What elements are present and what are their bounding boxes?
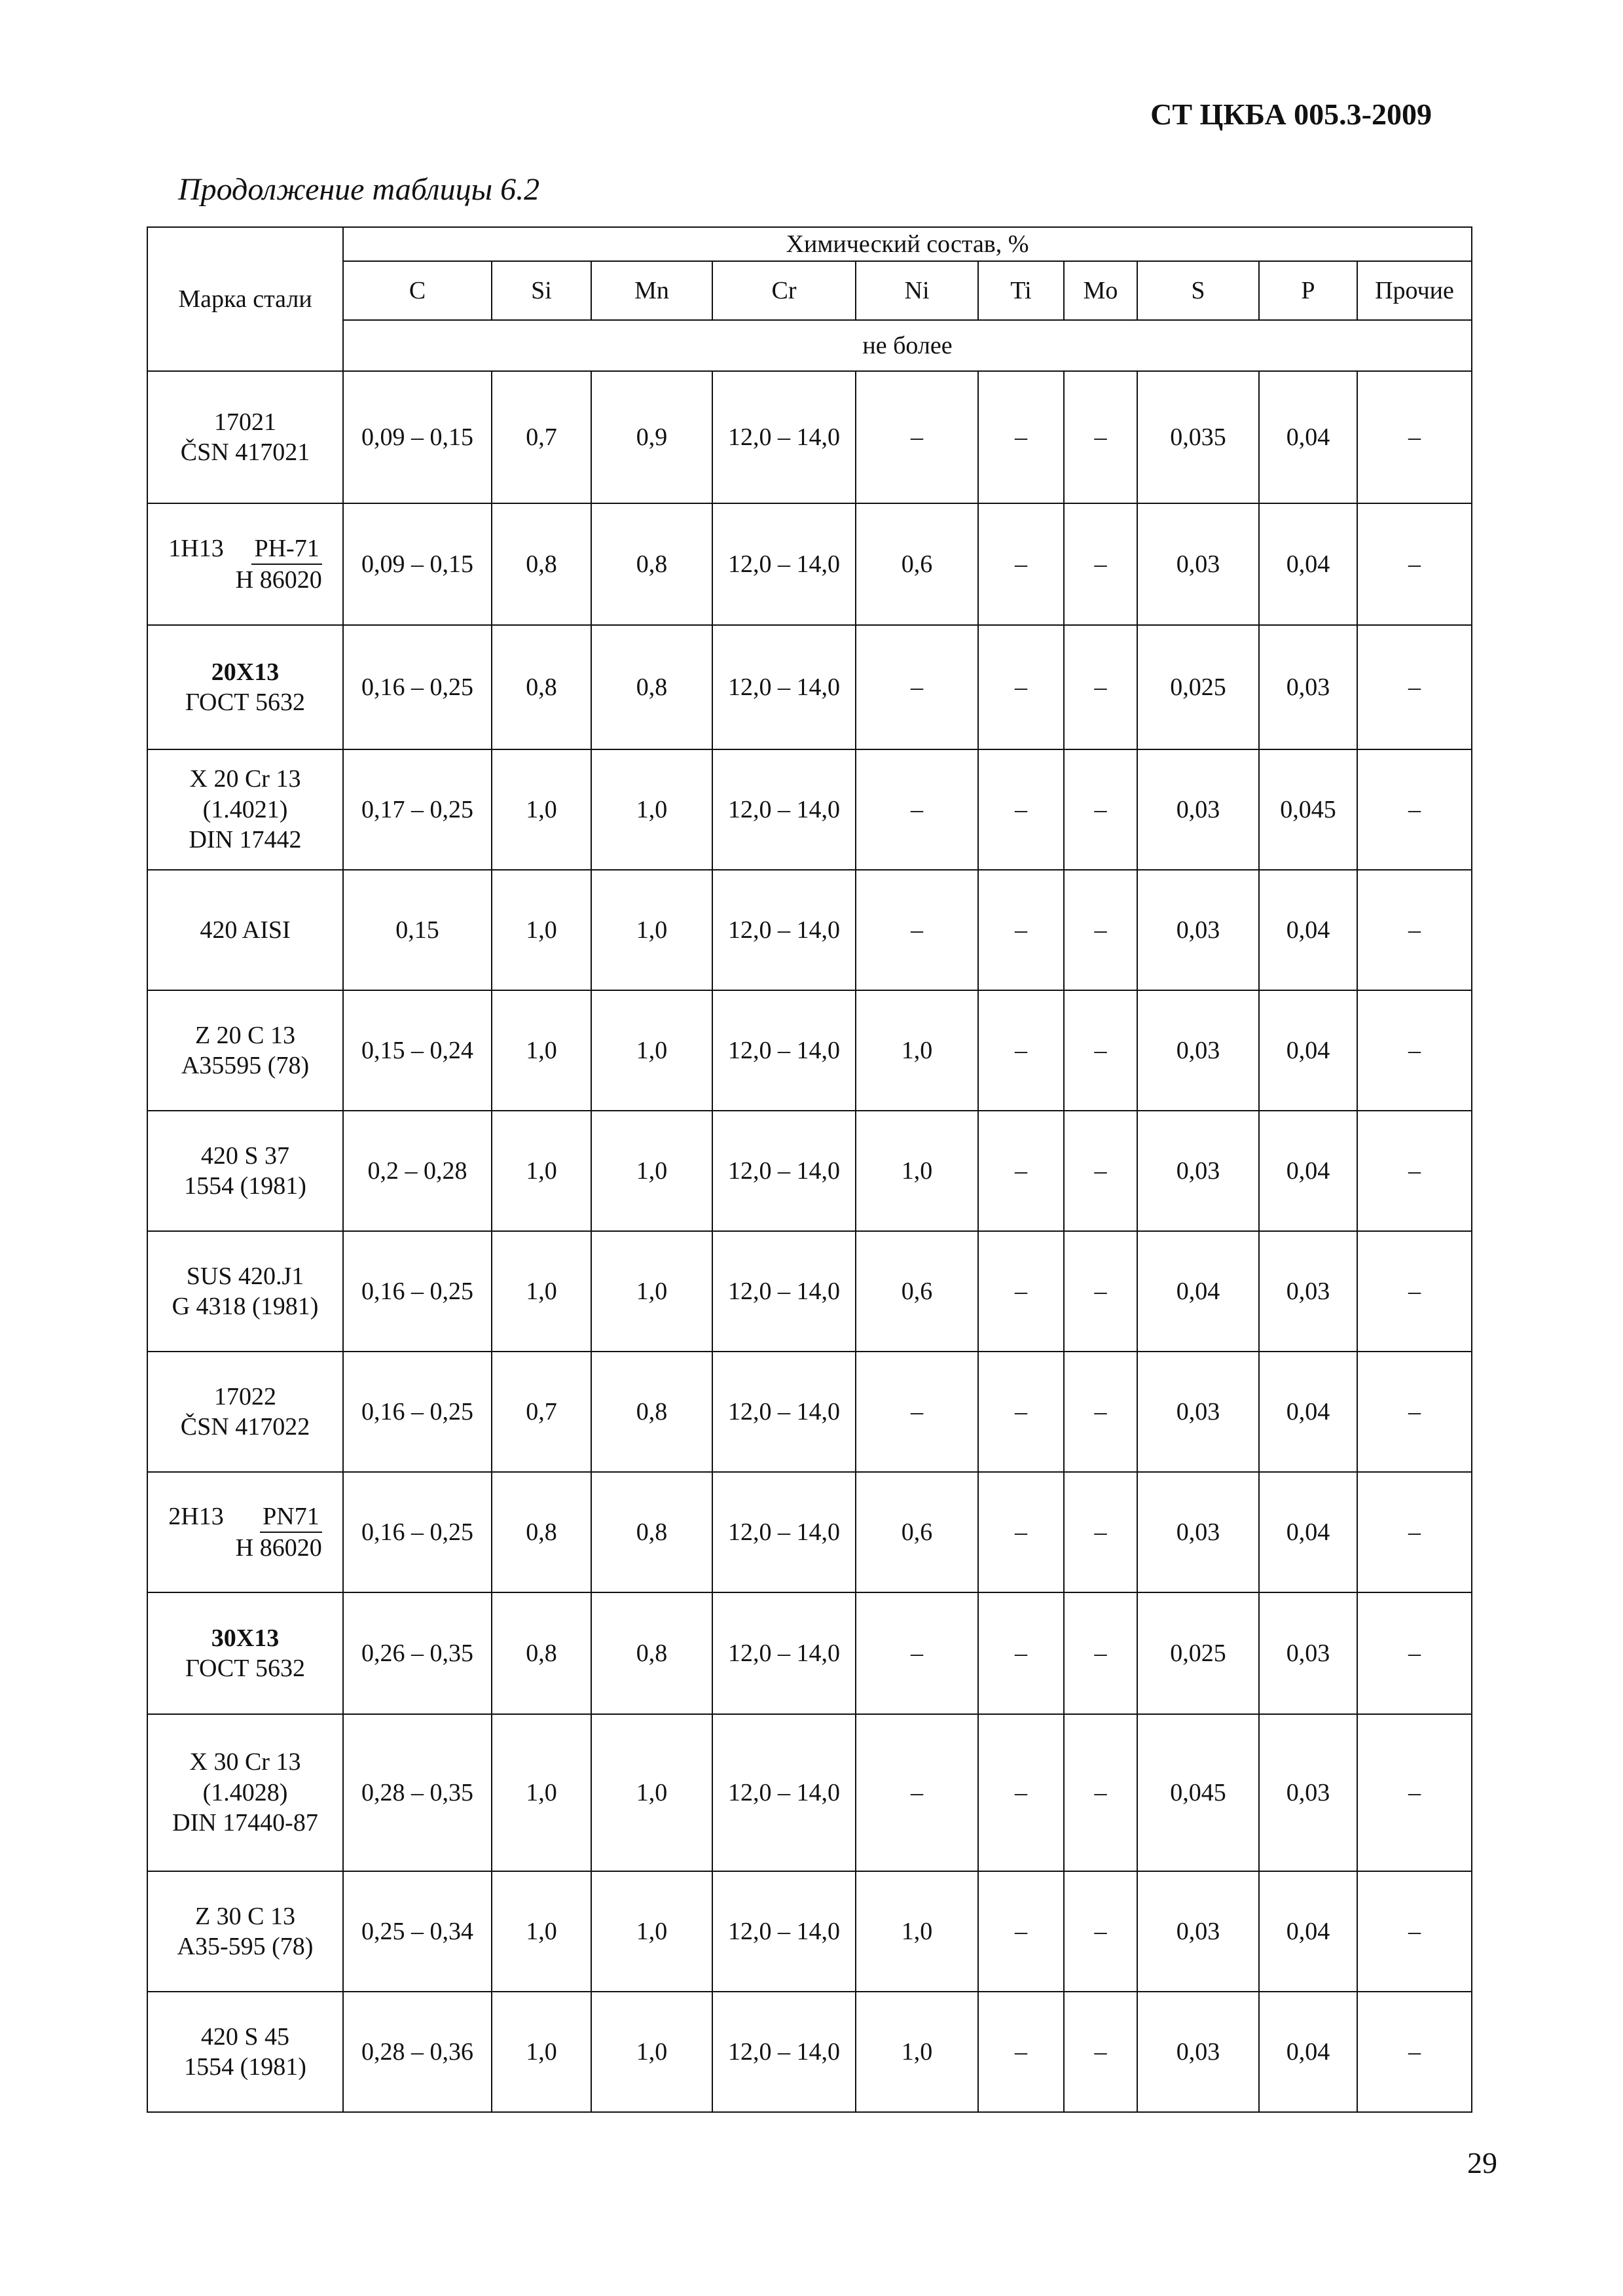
column-header: Прочие <box>1357 261 1472 320</box>
table-row <box>147 1231 1472 1352</box>
value-cell: 0,16 – 0,25 <box>343 1352 492 1472</box>
value-cell: 0,03 <box>1137 1352 1259 1472</box>
value-cell: 0,04 <box>1259 870 1357 990</box>
value-cell: – <box>1357 503 1472 625</box>
grade-line: Z 30 C 13 <box>194 1902 296 1930</box>
value-cell: 0,17 – 0,25 <box>343 749 492 870</box>
value-cell: – <box>856 1592 978 1714</box>
value-cell: – <box>1064 1111 1137 1231</box>
steel-grade-cell <box>147 1231 343 1352</box>
value-cell: – <box>1064 503 1137 625</box>
value-cell: – <box>1064 1352 1137 1472</box>
value-cell: 1,0 <box>492 870 591 990</box>
value-cell: – <box>1357 1111 1472 1231</box>
limit-note: не более <box>343 320 1472 371</box>
value-cell: 12,0 – 14,0 <box>712 870 856 990</box>
grade-line: A35-595 (78) <box>177 1933 314 1960</box>
value-cell: 1,0 <box>492 1714 591 1871</box>
value-cell: 1,0 <box>591 749 712 870</box>
grade-denominator: H 86020 <box>235 1534 322 1562</box>
value-cell: – <box>1357 1592 1472 1714</box>
grade-line: X 20 Cr 13 <box>189 765 301 793</box>
table-row <box>147 371 1472 503</box>
grade-line: 420 S 37 <box>200 1141 290 1170</box>
value-cell: 12,0 – 14,0 <box>712 1714 856 1871</box>
value-cell: 12,0 – 14,0 <box>712 1111 856 1231</box>
column-header: S <box>1137 261 1259 320</box>
value-cell: 1,0 <box>591 1231 712 1352</box>
value-cell: 0,035 <box>1137 371 1259 503</box>
grade-line: Z 20 C 13 <box>194 1021 296 1049</box>
value-cell: 0,03 <box>1137 1992 1259 2112</box>
value-cell: 0,04 <box>1137 1231 1259 1352</box>
value-cell: – <box>1064 1992 1137 2112</box>
value-cell: 0,03 <box>1137 1111 1259 1231</box>
grade-denominator: H 86020 <box>235 566 322 594</box>
value-cell: – <box>1064 1231 1137 1352</box>
value-cell: 0,03 <box>1259 1714 1357 1871</box>
value-cell: 0,8 <box>591 1592 712 1714</box>
value-cell: 0,8 <box>591 625 712 749</box>
value-cell: – <box>978 1992 1064 2112</box>
steel-grade-cell <box>147 990 343 1111</box>
column-header: Mo <box>1064 261 1137 320</box>
column-header: Si <box>492 261 591 320</box>
value-cell: 12,0 – 14,0 <box>712 1592 856 1714</box>
steel-grade-header: Марка стали <box>147 227 343 371</box>
column-header: Mn <box>591 261 712 320</box>
grade-line: (1.4028) <box>202 1778 288 1806</box>
value-cell: 0,16 – 0,25 <box>343 625 492 749</box>
grade-fraction <box>236 533 322 596</box>
grade-name-bold: 20Х13 <box>211 658 280 686</box>
grade-line: A35595 (78) <box>181 1052 310 1079</box>
steel-grade-cell <box>147 870 343 990</box>
value-cell: 0,03 <box>1259 625 1357 749</box>
value-cell: – <box>1357 625 1472 749</box>
value-cell: 1,0 <box>492 1231 591 1352</box>
value-cell: – <box>978 990 1064 1111</box>
value-cell: 0,26 – 0,35 <box>343 1592 492 1714</box>
value-cell: – <box>1064 625 1137 749</box>
value-cell: 1,0 <box>856 1871 978 1992</box>
table-row <box>147 1714 1472 1871</box>
grade-line: 1554 (1981) <box>184 2053 306 2081</box>
value-cell: 12,0 – 14,0 <box>712 1992 856 2112</box>
value-cell: 1,0 <box>492 990 591 1111</box>
value-cell: 0,8 <box>591 1352 712 1472</box>
value-cell: 0,8 <box>492 625 591 749</box>
value-cell: 1,0 <box>492 749 591 870</box>
steel-grade-cell <box>147 503 343 625</box>
value-cell: – <box>1357 990 1472 1111</box>
value-cell: 1,0 <box>591 1111 712 1231</box>
value-cell: – <box>1357 1714 1472 1871</box>
value-cell: 0,045 <box>1137 1714 1259 1871</box>
grade-name-bold: 30Х13 <box>211 1624 280 1652</box>
value-cell: 0,28 – 0,35 <box>343 1714 492 1871</box>
value-cell: – <box>1357 749 1472 870</box>
value-cell: – <box>1357 1871 1472 1992</box>
value-cell: – <box>978 749 1064 870</box>
value-cell: 1,0 <box>492 1111 591 1231</box>
value-cell: – <box>1064 371 1137 503</box>
value-cell: 0,6 <box>856 1472 978 1592</box>
table-row <box>147 1592 1472 1714</box>
grade-line: 17021 <box>214 408 276 436</box>
value-cell: – <box>978 1231 1064 1352</box>
value-cell: – <box>1064 1472 1137 1592</box>
value-cell: 12,0 – 14,0 <box>712 503 856 625</box>
grade-line: ČSN 417022 <box>180 1413 310 1441</box>
value-cell: 0,25 – 0,34 <box>343 1871 492 1992</box>
value-cell: – <box>1064 1871 1137 1992</box>
value-cell: 0,7 <box>492 1352 591 1472</box>
value-cell: 1,0 <box>591 1992 712 2112</box>
grade-fraction <box>236 1501 322 1564</box>
table-row <box>147 1472 1472 1592</box>
value-cell: – <box>978 1111 1064 1231</box>
value-cell: – <box>1357 1992 1472 2112</box>
value-cell: – <box>978 870 1064 990</box>
value-cell: 0,8 <box>591 503 712 625</box>
grade-line: ГОСТ 5632 <box>185 1655 305 1682</box>
value-cell: 0,09 – 0,15 <box>343 503 492 625</box>
table-row <box>147 870 1472 990</box>
column-header: Cr <box>712 261 856 320</box>
value-cell: 0,16 – 0,25 <box>343 1472 492 1592</box>
grade-numerator: PH-71 <box>251 533 321 565</box>
value-cell: 0,8 <box>591 1472 712 1592</box>
table-row <box>147 990 1472 1111</box>
value-cell: 0,6 <box>856 1231 978 1352</box>
value-cell: – <box>978 1472 1064 1592</box>
grade-prefix: 2H13 <box>168 1502 224 1530</box>
value-cell: 0,04 <box>1259 1871 1357 1992</box>
grade-line: 1554 (1981) <box>184 1172 306 1200</box>
value-cell: 1,0 <box>856 1992 978 2112</box>
value-cell: 0,03 <box>1259 1231 1357 1352</box>
value-cell: – <box>1064 749 1137 870</box>
value-cell: 12,0 – 14,0 <box>712 1231 856 1352</box>
value-cell: 12,0 – 14,0 <box>712 1352 856 1472</box>
grade-line: X 30 Cr 13 <box>189 1748 301 1776</box>
value-cell: 1,0 <box>856 990 978 1111</box>
value-cell: – <box>856 625 978 749</box>
value-cell: – <box>1357 1231 1472 1352</box>
grade-line: DIN 17442 <box>189 826 302 854</box>
value-cell: 0,03 <box>1137 1472 1259 1592</box>
value-cell: 0,04 <box>1259 503 1357 625</box>
table-row <box>147 1871 1472 1992</box>
column-header-row <box>147 261 1472 320</box>
value-cell: 1,0 <box>591 1871 712 1992</box>
value-cell: – <box>1064 990 1137 1111</box>
value-cell: 0,8 <box>492 1472 591 1592</box>
grade-line: (1.4021) <box>202 795 288 823</box>
value-cell: – <box>856 1714 978 1871</box>
steel-grade-cell <box>147 1714 343 1871</box>
value-cell: 1,0 <box>591 1714 712 1871</box>
grade-line: ГОСТ 5632 <box>185 689 305 716</box>
value-cell: 0,16 – 0,25 <box>343 1231 492 1352</box>
value-cell: 12,0 – 14,0 <box>712 625 856 749</box>
steel-grade-cell <box>147 1352 343 1472</box>
value-cell: 1,0 <box>492 1871 591 1992</box>
grade-line: ČSN 417021 <box>180 439 310 466</box>
value-cell: 0,9 <box>591 371 712 503</box>
value-cell: 1,0 <box>856 1111 978 1231</box>
value-cell: 0,28 – 0,36 <box>343 1992 492 2112</box>
value-cell: 12,0 – 14,0 <box>712 1871 856 1992</box>
value-cell: 0,025 <box>1137 625 1259 749</box>
value-cell: 0,03 <box>1137 749 1259 870</box>
value-cell: – <box>978 1352 1064 1472</box>
chemical-composition-table <box>147 226 1472 2113</box>
document-code: СТ ЦКБА 005.3-2009 <box>1150 98 1432 131</box>
steel-grade-cell <box>147 1592 343 1714</box>
value-cell: – <box>856 1352 978 1472</box>
steel-grade-cell <box>147 1992 343 2112</box>
column-header: C <box>343 261 492 320</box>
value-cell: 0,03 <box>1137 1871 1259 1992</box>
grade-line: SUS 420.J1 <box>186 1262 304 1290</box>
table-row <box>147 1352 1472 1472</box>
grade-line: 420 S 45 <box>200 2022 290 2051</box>
steel-grade-cell <box>147 371 343 503</box>
value-cell: – <box>978 503 1064 625</box>
value-cell: – <box>1064 870 1137 990</box>
value-cell: 12,0 – 14,0 <box>712 371 856 503</box>
value-cell: 0,15 – 0,24 <box>343 990 492 1111</box>
value-cell: – <box>978 1871 1064 1992</box>
value-cell: 0,6 <box>856 503 978 625</box>
value-cell: 0,04 <box>1259 1992 1357 2112</box>
value-cell: – <box>856 870 978 990</box>
table-row <box>147 625 1472 749</box>
steel-grade-cell <box>147 1472 343 1592</box>
value-cell: 0,2 – 0,28 <box>343 1111 492 1231</box>
value-cell: 0,04 <box>1259 1352 1357 1472</box>
grade-line: DIN 17440-87 <box>172 1809 318 1837</box>
composition-header: Химический состав, % <box>343 227 1472 261</box>
value-cell: 1,0 <box>492 1992 591 2112</box>
value-cell: – <box>1357 1472 1472 1592</box>
steel-grade-cell <box>147 625 343 749</box>
table-row <box>147 749 1472 870</box>
value-cell: – <box>978 625 1064 749</box>
value-cell: 1,0 <box>591 990 712 1111</box>
grade-numerator: PN71 <box>260 1501 322 1533</box>
column-header: P <box>1259 261 1357 320</box>
steel-grade-cell <box>147 749 343 870</box>
value-cell: 0,04 <box>1259 1472 1357 1592</box>
page-number: 29 <box>1467 2146 1497 2179</box>
value-cell: – <box>1064 1592 1137 1714</box>
table-row <box>147 1111 1472 1231</box>
value-cell: – <box>1064 1714 1137 1871</box>
value-cell: 0,025 <box>1137 1592 1259 1714</box>
value-cell: 0,09 – 0,15 <box>343 371 492 503</box>
steel-grade-cell <box>147 1871 343 1992</box>
value-cell: 0,03 <box>1137 990 1259 1111</box>
grade-line: G 4318 (1981) <box>172 1293 319 1320</box>
value-cell: 0,03 <box>1259 1592 1357 1714</box>
column-header: Ti <box>978 261 1064 320</box>
table-body <box>147 371 1472 2112</box>
value-cell: – <box>856 749 978 870</box>
steel-grade-cell <box>147 1111 343 1231</box>
value-cell: 12,0 – 14,0 <box>712 749 856 870</box>
value-cell: 0,03 <box>1137 503 1259 625</box>
value-cell: 0,7 <box>492 371 591 503</box>
value-cell: – <box>978 1714 1064 1871</box>
value-cell: 0,04 <box>1259 371 1357 503</box>
table-row <box>147 1992 1472 2112</box>
value-cell: 0,04 <box>1259 1111 1357 1231</box>
value-cell: 0,045 <box>1259 749 1357 870</box>
value-cell: – <box>856 371 978 503</box>
grade-line: 17022 <box>214 1382 276 1410</box>
value-cell: 12,0 – 14,0 <box>712 1472 856 1592</box>
value-cell: – <box>1357 870 1472 990</box>
table-caption: Продолжение таблицы 6.2 <box>178 172 540 207</box>
value-cell: 1,0 <box>591 870 712 990</box>
column-header: Ni <box>856 261 978 320</box>
value-cell: – <box>1357 1352 1472 1472</box>
table-row <box>147 503 1472 625</box>
value-cell: 0,8 <box>492 1592 591 1714</box>
value-cell: 0,15 <box>343 870 492 990</box>
value-cell: 0,04 <box>1259 990 1357 1111</box>
value-cell: 0,8 <box>492 503 591 625</box>
value-cell: – <box>1357 371 1472 503</box>
grade-line: 420 AISI <box>200 916 291 944</box>
value-cell: – <box>978 371 1064 503</box>
value-cell: – <box>978 1592 1064 1714</box>
value-cell: 12,0 – 14,0 <box>712 990 856 1111</box>
value-cell: 0,03 <box>1137 870 1259 990</box>
grade-prefix: 1H13 <box>168 534 224 562</box>
